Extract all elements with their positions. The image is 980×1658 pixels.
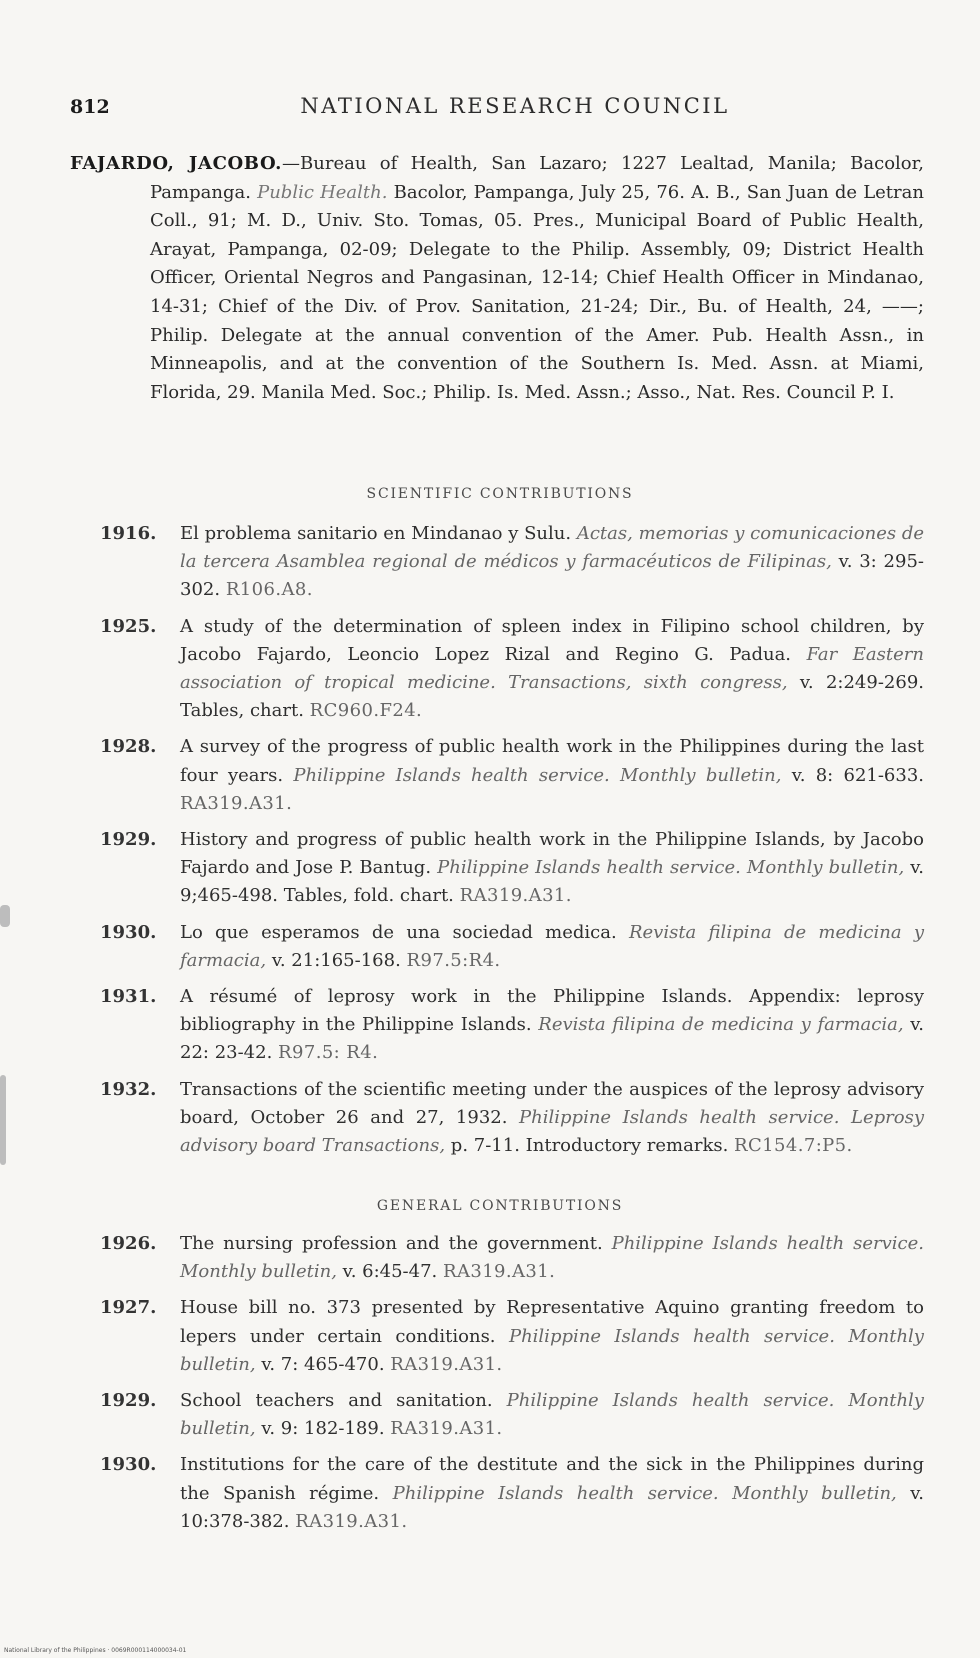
entry-source: Philippine Islands health service. Monthly bulletin,: [437, 857, 905, 879]
entry-title: Institutions for the care of the destitute and the sick in the Philippines during the Spanish régime.: [180, 1454, 924, 1504]
entry-call-number: RA319.A31.: [390, 1418, 503, 1440]
list-item: [100, 733, 924, 818]
scientific-contributions-heading: SCIENTIFIC CONTRIBUTIONS: [366, 486, 634, 502]
scan-artifact: [0, 1075, 6, 1165]
entry-year: 1927.: [100, 1297, 157, 1319]
bio-details: Bacolor, Pampanga, July 25, 76. A. B., San Juan de Letran Coll., 91; M. D., Univ. Sto. Tomas, 05. Pres., Municipal Board of Public Health, Arayat, Pampanga, 02-09; Delegate to the Philip. Assembly, 09; District Health Officer, Oriental Negros and Pangasinan, 12-14; Chief Health Officer in Mindanao, 14-31; Chief of the Div. of Prov. Sanitation, 21-24; Dir., Bu. of Health, 24, ——; Philip. Delegate at the annual convention of the Amer. Pub. Health Assn., in Minneapolis, and at the convention of the Southern Is. Med. Assn. at Miami, Florida, 29. Manila Med. Soc.; Philip. Is. Med. Assn.; Asso., Nat. Res. Council P. I.: [150, 181, 924, 403]
entry-source: Philippine Islands health service. Leprosy advisory board Transactions,: [180, 1106, 924, 1157]
entry-call-number: R106.A8.: [225, 579, 313, 601]
list-item: [100, 1294, 924, 1379]
entry-title: A study of the determination of spleen index in Filipino school children, by Jacobo Fajardo, Leoncio Lopez Rizal and Regino G. Padua.: [180, 615, 924, 665]
entry-source: Actas, memorias y comunicaciones de la tercera Asamblea regional de médicos y farmacéuticos de Filipinas,: [180, 523, 924, 573]
entry-pages: p. 7-11. Introductory remarks.: [450, 1135, 729, 1157]
entry-source: Philippine Islands health service. Monthly bulletin,: [293, 764, 782, 786]
entry-title: A survey of the progress of public health work in the Philippines during the last four years.: [180, 736, 924, 786]
entry-title: Transactions of the scientific meeting under the auspices of the leprosy advisory board, October 26 and 27, 1932.: [180, 1078, 924, 1128]
entry-pages: v. 10:378-382.: [180, 1482, 924, 1532]
list-item: [100, 826, 924, 911]
list-item: [100, 1076, 924, 1161]
entry-source: Revista filipina de medicina y farmacia,: [180, 921, 924, 971]
entry-pages: v. 21:165-168.: [271, 949, 401, 971]
entry-year: 1916.: [100, 523, 157, 544]
list-item: [100, 919, 924, 975]
entry-call-number: RA319.A31.: [390, 1353, 503, 1375]
entry-year: 1926.: [100, 1233, 157, 1254]
page-header: [70, 90, 920, 130]
entry-call-number: RA319.A31.: [295, 1510, 408, 1532]
entry-title: The nursing profession and the government.: [180, 1233, 603, 1254]
entry-source: Philippine Islands health service. Monthly bulletin,: [180, 1233, 924, 1283]
running-title: NATIONAL RESEARCH COUNCIL: [300, 94, 730, 118]
entry-year: 1928.: [100, 736, 157, 758]
entry-pages: v. 22: 23-42.: [180, 1014, 924, 1064]
entry-call-number: RA319.A31.: [180, 792, 293, 814]
entry-year: 1931.: [100, 986, 157, 1008]
person-name: FAJARDO, JACOBO.: [70, 153, 283, 174]
entry-year: 1932.: [100, 1078, 157, 1100]
entry-call-number: R97.5:R4.: [406, 949, 501, 971]
entry-call-number: RC960.F24.: [309, 700, 423, 722]
entry-year: 1930.: [100, 921, 157, 943]
entry-pages: v. 2:249-269. Tables, chart.: [180, 672, 924, 722]
entry-year: 1925.: [100, 615, 157, 637]
entry-source: Philippine Islands health service. Monthly bulletin,: [392, 1482, 897, 1504]
entry-title: Lo que esperamos de una sociedad medica.: [180, 921, 617, 943]
list-item: [100, 1451, 924, 1536]
entry-source: Philippine Islands health service. Monthly bulletin,: [180, 1325, 924, 1375]
entry-call-number: RA319.A31.: [443, 1261, 556, 1283]
list-item: [100, 1387, 924, 1443]
scan-artifact: [0, 905, 10, 927]
entry-pages: v. 9: 182-189.: [261, 1418, 385, 1440]
list-item: [100, 520, 924, 605]
entry-call-number: R97.5: R4.: [278, 1042, 379, 1064]
entry-title: El problema sanitario en Mindanao y Sulu.: [180, 523, 572, 544]
entry-pages: v. 3: 295-302.: [180, 551, 924, 601]
entry-title: A résumé of leprosy work in the Philippine Islands. Appendix: leprosy bibliography in the Philippine Islands.: [180, 986, 924, 1036]
scan-footer-note: National Library of the Philippines · 0069R000114000034-01: [4, 1647, 187, 1654]
entry-year: 1930.: [100, 1454, 157, 1476]
entry-source: Revista filipina de medicina y farmacia,: [538, 1014, 904, 1036]
biography-entry: [70, 150, 924, 407]
scientific-contributions-list: [100, 520, 924, 1168]
entry-title: History and progress of public health work in the Philippine Islands, by Jacobo Fajardo and Jose P. Bantug.: [180, 829, 924, 879]
bio-field: Public Health.: [257, 181, 388, 203]
entry-call-number: RC154.7:P5.: [734, 1135, 853, 1157]
list-item: [100, 1230, 924, 1286]
list-item: [100, 613, 924, 726]
entry-pages: v. 9;465-498. Tables, fold. chart.: [180, 857, 924, 907]
general-contributions-list: [100, 1230, 924, 1544]
entry-source: Far Eastern association of tropical medicine. Transactions, sixth congress,: [180, 643, 924, 694]
entry-call-number: RA319.A31.: [459, 885, 572, 907]
entry-pages: v. 7: 465-470.: [261, 1353, 385, 1375]
entry-title: School teachers and sanitation.: [180, 1390, 493, 1412]
entry-title: House bill no. 373 presented by Representative Aquino granting freedom to lepers under certain conditions.: [180, 1297, 924, 1347]
entry-year: 1929.: [100, 1390, 157, 1412]
general-contributions-heading: GENERAL CONTRIBUTIONS: [376, 1198, 624, 1214]
page-number: 812: [70, 96, 110, 118]
entry-pages: v. 8: 621-633.: [791, 764, 925, 786]
bio-affiliation: —Bureau of Health, San Lazaro; 1227 Lealtad, Manila; Bacolor, Pampanga.: [150, 153, 924, 203]
entry-year: 1929.: [100, 829, 157, 851]
entry-pages: v. 6:45-47.: [342, 1261, 438, 1283]
entry-source: Philippine Islands health service. Monthly bulletin,: [180, 1390, 924, 1440]
list-item: [100, 983, 924, 1068]
